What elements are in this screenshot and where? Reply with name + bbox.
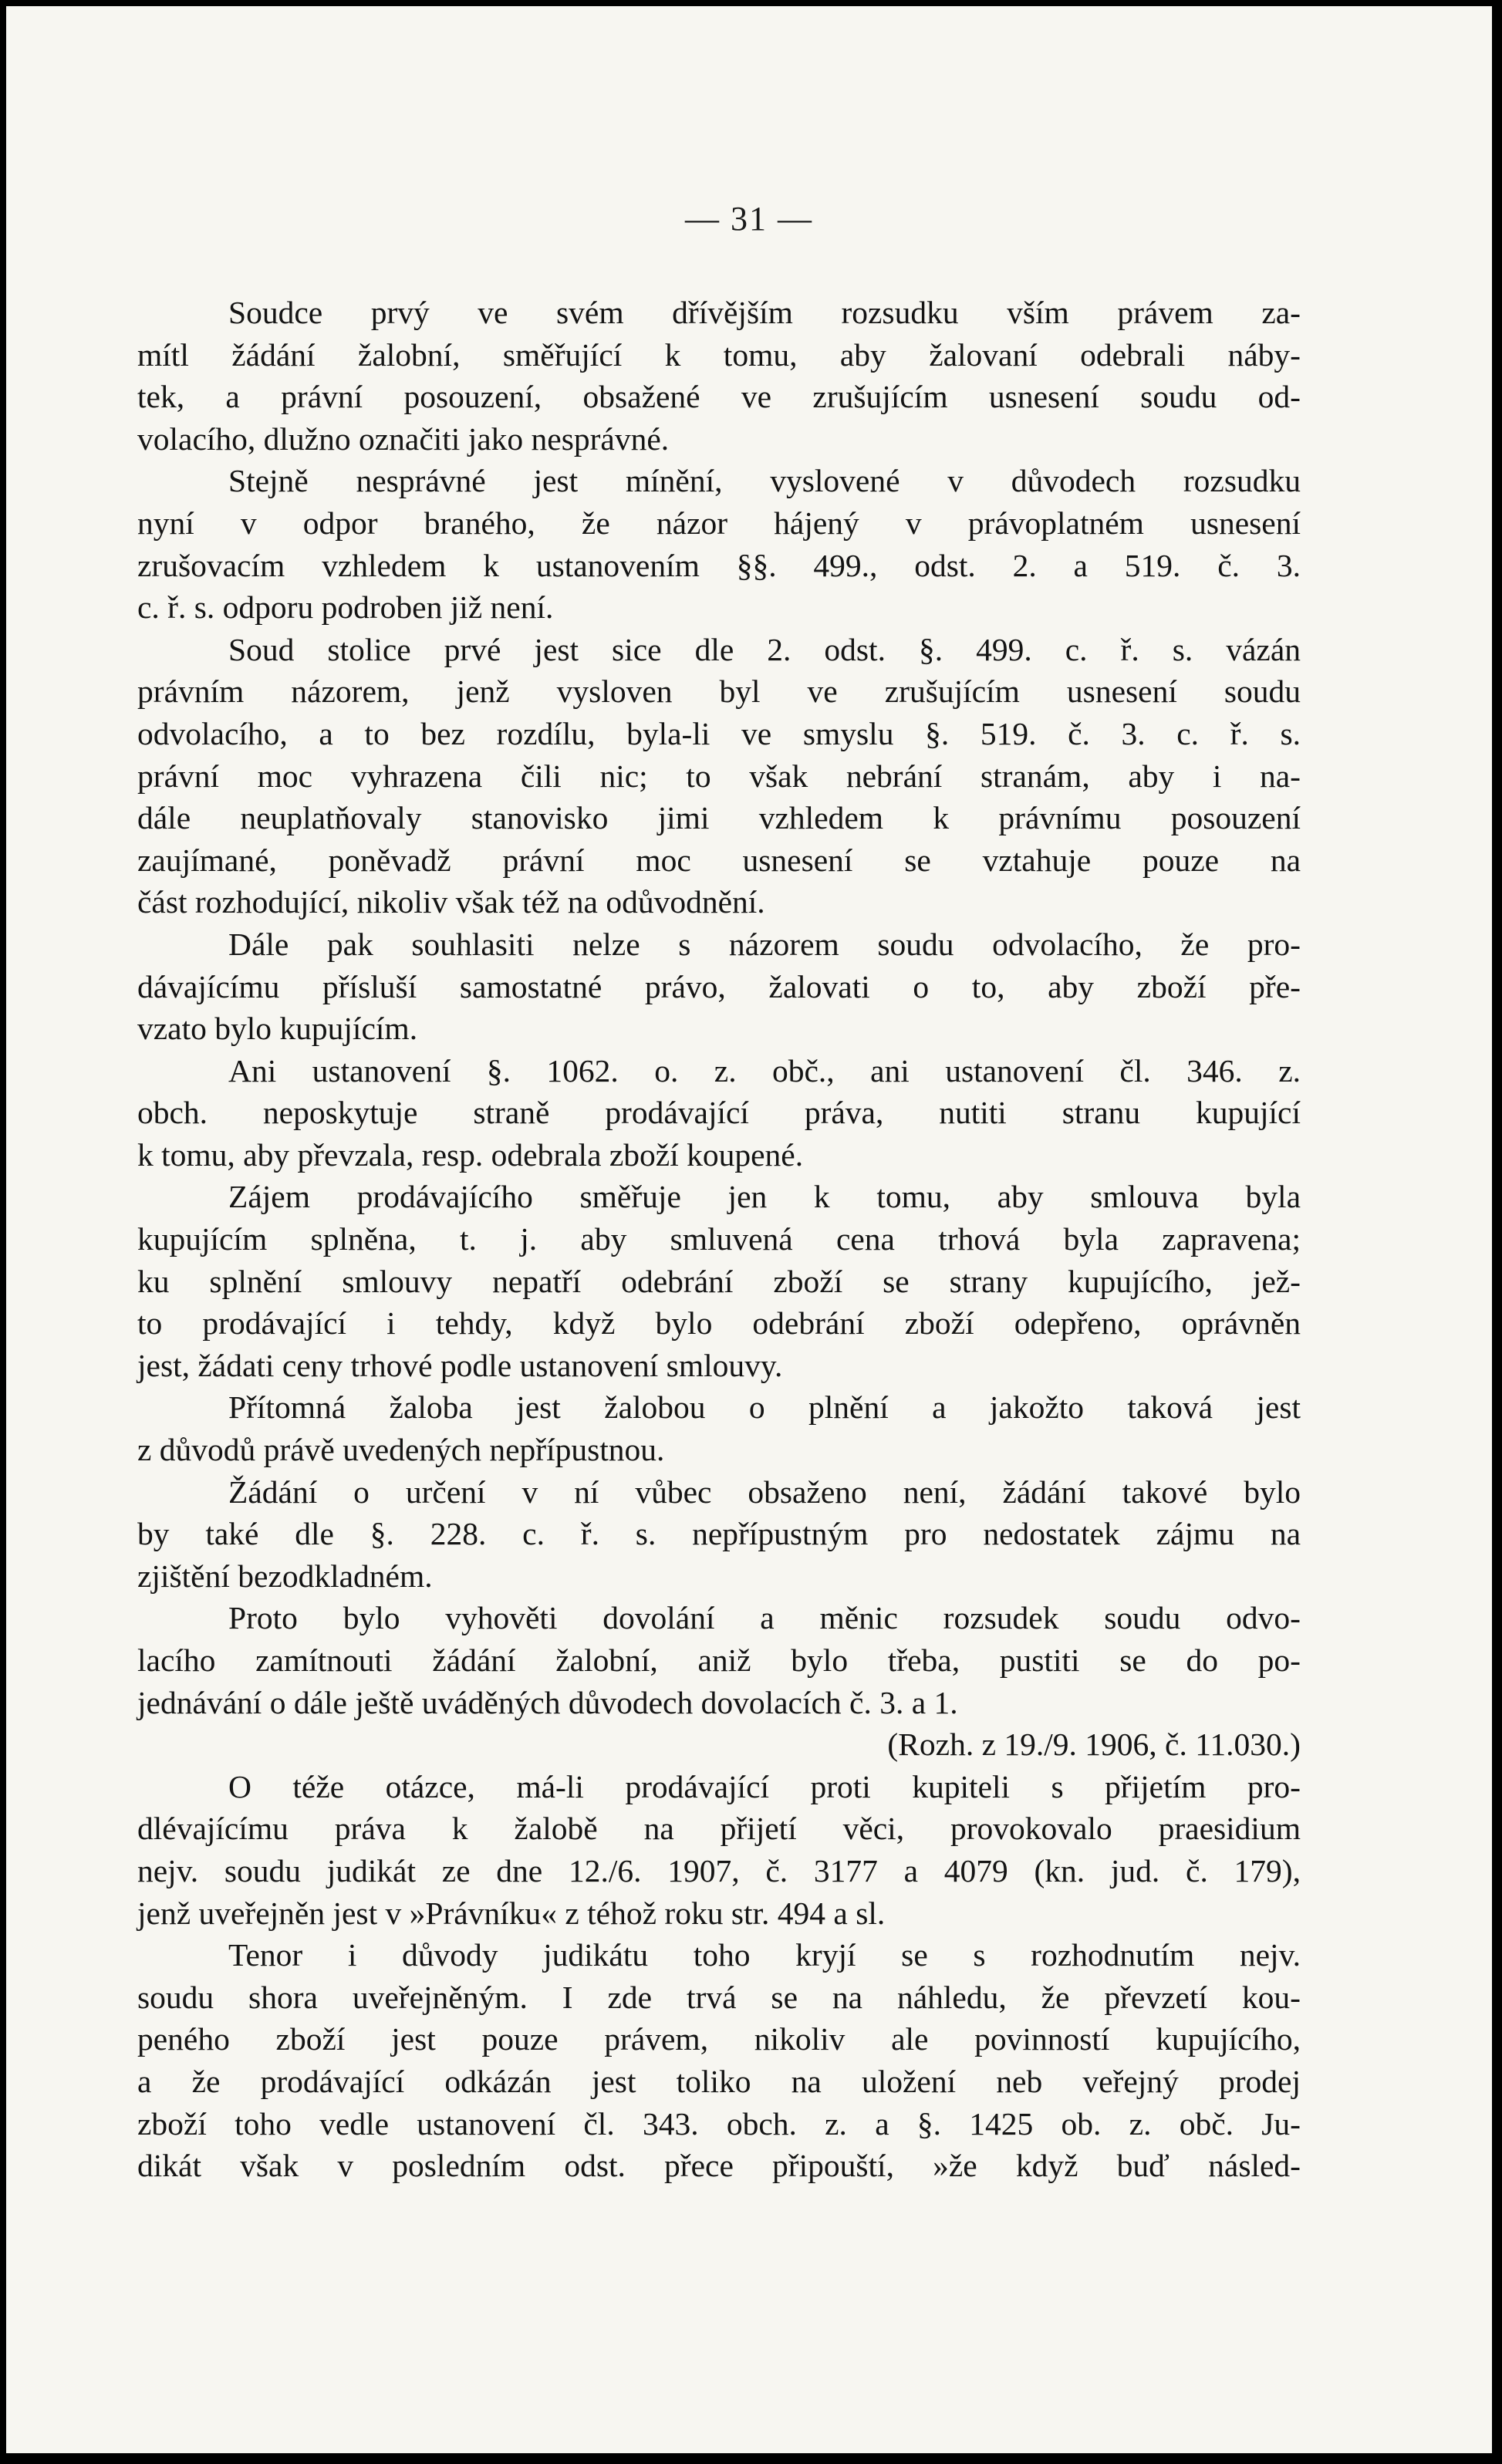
paragraph xyxy=(137,1176,1301,1386)
paragraph xyxy=(137,1723,1301,1766)
text-line: dikát však v posledním odst. přece připouští, »že když buď násled- xyxy=(137,2148,1301,2184)
text-line: Žádání o určení v ní vůbec obsaženo není, žádání takové bylo xyxy=(228,1473,1301,1510)
text-line: tek, a právní posouzení, obsažené ve zrušujícím usnesení soudu od- xyxy=(137,379,1301,415)
text-line: dávajícímu přísluší samostatné právo, žalovati o to, aby zboží pře- xyxy=(137,968,1301,1004)
text-line: O téže otázce, má-li prodávající proti kupiteli s přijetím pro- xyxy=(228,1768,1301,1804)
text-line: Stejně nesprávné jest mínění, vyslovené v důvodech rozsudku xyxy=(228,463,1301,499)
text-line: zrušovacím vzhledem k ustanovením §§. 499., odst. 2. a 519. č. 3. xyxy=(137,547,1301,583)
text-line: Zájem prodávajícího směřuje jen k tomu, aby smlouva byla xyxy=(228,1179,1301,1215)
text-line: zjištění bezodkladném. xyxy=(137,1558,433,1594)
text-line: Proto bylo vyhověti dovolání a měnic rozsudek soudu odvo- xyxy=(228,1600,1301,1636)
text-line: jest, žádati ceny trhové podle ustanovení smlouvy. xyxy=(137,1347,783,1383)
text-line: ku splnění smlouvy nepatří odebrání zboží se strany kupujícího, jež- xyxy=(137,1263,1301,1299)
text-line: nejv. soudu judikát ze dne 12./6. 1907, č. 3177 a 4079 (kn. jud. č. 179), xyxy=(137,1852,1301,1889)
text-line: mítl žádání žalobní, směřující k tomu, aby žalovaní odebrali náby- xyxy=(137,336,1301,373)
paragraph xyxy=(137,1934,1301,2187)
text-line: zaujímané, poněvadž právní moc usnesení se vztahuje pouze na xyxy=(137,842,1301,878)
paragraph xyxy=(137,460,1301,628)
text-line: lacího zamítnouti žádání žalobní, aniž bylo třeba, pustiti se do po- xyxy=(137,1642,1301,1678)
text-line: zboží toho vedle ustanovení čl. 343. obch. z. a §. 1425 ob. z. obč. Ju- xyxy=(137,2105,1301,2142)
text-line: dlévajícímu práva k žalobě na přijetí věci, provokovalo praesidium xyxy=(137,1811,1301,1847)
text-line: právní moc vyhrazena čili nic; to však nebrání stranám, aby i na- xyxy=(137,758,1301,794)
text-line: soudu shora uveřejněným. I zde trvá se na náhledu, že převzetí kou- xyxy=(137,1979,1301,2015)
text-line: právním názorem, jenž vysloven byl ve zrušujícím usnesení soudu xyxy=(137,673,1301,710)
text-line: z důvodů právě uvedených nepřípustnou. xyxy=(137,1432,665,1468)
text-line: Soudce prvý ve svém dřívějším rozsudku vším právem za- xyxy=(228,295,1301,330)
body-text xyxy=(137,292,1301,2187)
paragraph xyxy=(137,1471,1301,1598)
paragraph xyxy=(137,1597,1301,1723)
text-line: to prodávající i tehdy, když bylo odebrání zboží odepřeno, oprávněn xyxy=(137,1305,1301,1342)
text-line: obch. neposkytuje straně prodávající práva, nutiti stranu kupující xyxy=(137,1095,1301,1131)
text-line: Přítomná žaloba jest žalobou o plnění a jakožto taková jest xyxy=(228,1389,1301,1426)
paragraph xyxy=(137,1050,1301,1176)
text-line: Tenor i důvody judikátu toho kryjí se s rozhodnutím nejv. xyxy=(228,1937,1301,1973)
page-number: — 31 — xyxy=(685,200,813,238)
text-line: c. ř. s. odporu podroben již není. xyxy=(137,589,554,626)
text-line: vzato bylo kupujícím. xyxy=(137,1011,418,1047)
paragraph xyxy=(137,923,1301,1050)
text-line: Soud stolice prvé jest sice dle 2. odst. §. 499. c. ř. s. vázán xyxy=(228,631,1301,667)
text-line: nyní v odpor braného, že názor hájený v právoplatném usnesení xyxy=(137,505,1301,541)
text-line: kupujícím splněna, t. j. aby smluvená cena trhová byla zapravena; xyxy=(137,1221,1301,1257)
text-line: volacího, dlužno označiti jako nesprávné. xyxy=(137,420,670,457)
text-line: a že prodávající odkázán jest toliko na uložení neb veřejný prodej xyxy=(137,2063,1301,2099)
text-line: Dále pak souhlasiti nelze s názorem soudu odvolacího, že pro- xyxy=(228,926,1301,962)
paragraph xyxy=(137,1766,1301,1934)
text-line: by také dle §. 228. c. ř. s. nepřípustným pro nedostatek zájmu na xyxy=(137,1516,1301,1552)
text-line: peného zboží jest pouze právem, nikoliv ale povinností kupujícího, xyxy=(137,2021,1301,2057)
citation: (Rozh. z 19./9. 1906, č. 11.030.) xyxy=(887,1726,1301,1763)
text-line: dále neuplatňovaly stanovisko jimi vzhledem k právnímu posouzení xyxy=(137,800,1301,836)
text-line: odvolacího, a to bez rozdílu, byla-li ve smyslu §. 519. č. 3. c. ř. s. xyxy=(137,715,1301,751)
paragraph xyxy=(137,292,1301,460)
text-line: Ani ustanovení §. 1062. o. z. obč., ani ustanovení čl. 346. z. xyxy=(228,1052,1301,1089)
text-line: jednávání o dále ještě uváděných důvodech dovolacích č. 3. a 1. xyxy=(137,1684,958,1720)
page-sheet xyxy=(6,6,1492,2453)
text-line: k tomu, aby převzala, resp. odebrala zboží koupené. xyxy=(137,1136,804,1173)
text-line: část rozhodující, nikoliv však též na odůvodnění. xyxy=(137,884,765,920)
paragraph xyxy=(137,629,1301,923)
text-line: jenž uveřejněn jest v »Právníku« z téhož roku str. 494 a sl. xyxy=(137,1895,886,1931)
paragraph xyxy=(137,1386,1301,1470)
